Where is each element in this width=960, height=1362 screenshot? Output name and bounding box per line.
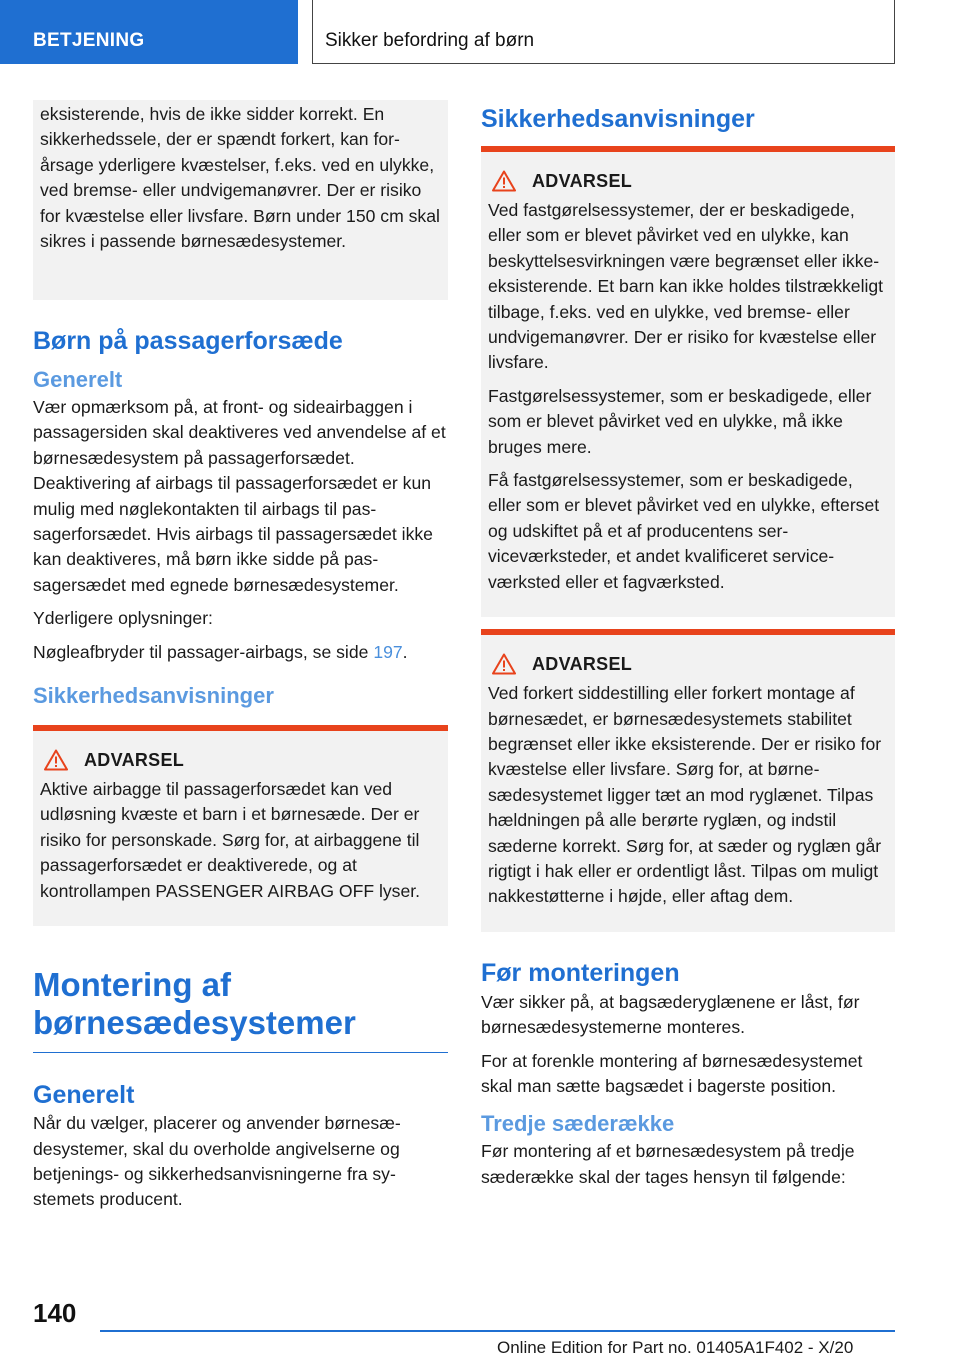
edition-note: Online Edition for Part no. 01405A1F402 - X/20 (497, 1338, 854, 1357)
paragraph-airbag-deactivation: Vær opmærksom på, at front- og sideairbaggen i passagersiden skal deaktiveres ved anvendelse af et børnesædesystem på passagerforsædet. Deaktivering af airbags til passagerforsædet er kun mulig med nøglekontakten til airbags til passagerforsædet. Hvis airbags til passagersædet ikke kan deaktiveres, må børn ikke sidde på passagersædet med egnede børnesædesystemer. (33, 397, 446, 595)
section-title: BETJENING (33, 30, 145, 51)
warning-triangle-icon (492, 653, 516, 675)
paragraph-rear-seat-position: For at forenkle montering af børnesædesystemet skal man sætte bagsædet i bagerste position. (481, 1050, 863, 1096)
paragraph-third-row: Før montering af et børnesædesystem på tredje sæderække skal der tages hensyn til følgende: (481, 1141, 855, 1187)
left-column (33, 100, 448, 1221)
warning-text-fastening-1: Ved fastgørelsessystemer, der er beskadigede, eller som er blevet påvirket ved en ulykke, kan beskyttelsesvirkningen være begrænset eller ikke-eksisterende. Et barn kan ikke holdes tilstrækkeligt tilbage, f.eks. ved en ulykke, ved bremse- eller undvigemanøvrer. Der er risiko for kvæstelse eller livsfare. (488, 200, 884, 373)
section-header (0, 0, 298, 64)
warning-text-fastening-2: Fastgørelsessystemer, som er beskadigede, eller som er blevet påvirket ved en ulykke, må ikke bruges mere. (488, 385, 872, 457)
heading-before-mounting: Før monteringen (481, 958, 680, 987)
subheading-third-row: Tredje sæderække (481, 1111, 675, 1137)
chapter-header (312, 0, 895, 64)
paragraph-backrests-locked: Vær sikker på, at bagsæderyglænene er låst, før børnesædesystemerne monteres. (481, 991, 860, 1038)
warning-title: ADVARSEL (532, 653, 633, 674)
paragraph-key-switch-ref (33, 640, 448, 665)
key-switch-ref-end: . (402, 641, 408, 662)
warning-text-seat-position: Ved forkert siddestilling eller forkert montage af børnesædet, er børnesædesystemets stabilitet begrænset eller ikke eksisterende. Der er risiko for kvæstelse eller livsfare. Sørg for, at børnesædesystemet ligger tæt an mod ryglænet. Tilpas hældningen på alle berørte ryglæn, og indstil sæderne korrekt. Sørg for, at sæder og ryglæn går rigtigt i hak eller er ordentligt låst. Tilpas om muligt nakkestøtterne i højde, eller aftag dem. (488, 683, 882, 907)
footer-divider (100, 1330, 895, 1332)
key-switch-ref-text: Nøgleafbryder til passager-airbags, se side (33, 641, 374, 662)
right-column (481, 100, 895, 1198)
heading-children-passenger-seat: Børn på passagerforsæde (33, 327, 343, 355)
subheading-generelt-2: Generelt (33, 1081, 135, 1110)
page-number: 140 (33, 1298, 77, 1328)
warning-box-airbag (33, 725, 448, 926)
warning-title-row (492, 653, 887, 675)
warning-text-airbag: Aktive airbagge til passagerforsædet kan ved udløsning kvæste et barn i et børnesæde. Der er risiko for personskade. Sørg for, at airbaggene til passagerforsædet er deaktiverede, og at kontrollampen PASSENGER AIRBAG OFF lyser. (40, 779, 421, 901)
paragraph-manufacturer-instructions: Når du vælger, placerer og anvender børnesædesystemer, skal du overholde angivelserne og betjenings- og sikkerhedsanvisningerne fra systemets producent. (33, 1113, 401, 1210)
intro-note-box (33, 100, 448, 300)
warning-triangle-icon (492, 170, 516, 192)
warning-title-row (44, 749, 440, 771)
chapter-title: Sikker befordring af børn (325, 30, 535, 51)
warning-triangle-icon (44, 749, 68, 771)
heading-mounting-child-seats: Montering af børnesædesystemer (33, 966, 448, 1053)
intro-note-text: eksisterende, hvis de ikke sidder korrekt. En sikkerhedssele, der er spændt forkert, kan forårsage yderligere kvæstelser, f.eks. ved en ulykke, ved bremse- eller undvigemanøvrer. Der er risiko for kvæstelse eller livsfare. Børn under 150 cm skal sikres i passende børnesædesystemer. (40, 104, 440, 252)
warning-title: ADVARSEL (84, 749, 185, 770)
warning-title: ADVARSEL (532, 170, 633, 191)
page-link-197[interactable]: 197 (373, 641, 403, 662)
warning-box-seat-position (481, 629, 895, 932)
subheading-safety-left: Sikkerhedsanvisninger (33, 683, 274, 709)
warning-title-row (492, 170, 887, 192)
subheading-generelt: Generelt (33, 367, 123, 392)
warning-text-fastening-3: Få fastgørelsessystemer, som er beskadigede, eller som er blevet påvirket ved en ulykke, efterset og udskiftet på et af producentens serviceværksteder, et andet kvalificeret serviceværksted eller et fagværksted. (488, 470, 880, 592)
paragraph-more-info: Yderligere oplysninger: (33, 608, 213, 629)
heading-safety-right: Sikkerhedsanvisninger (481, 105, 755, 133)
warning-box-fastening (481, 146, 895, 617)
